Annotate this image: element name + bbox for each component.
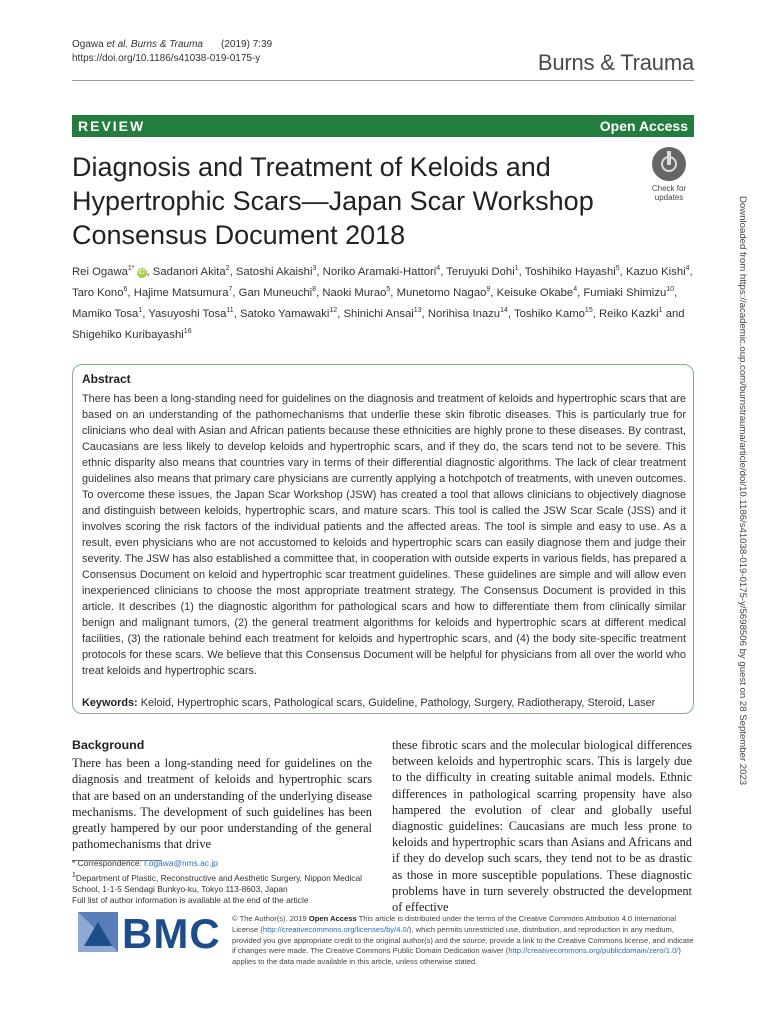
author-name[interactable]: Shinichi Ansai: [343, 308, 414, 320]
bmc-logo-icon: [78, 912, 118, 952]
author-name[interactable]: Rei Ogawa: [72, 266, 128, 278]
keywords: [82, 697, 686, 709]
author-entry: [72, 287, 127, 299]
author-affiliation-sup: 11: [226, 307, 234, 315]
header-author: Ogawa: [72, 39, 104, 50]
header-divider: [72, 80, 694, 81]
author-affiliation-sup: 2: [225, 265, 230, 273]
check-for-updates-badge[interactable]: [644, 147, 694, 203]
author-entry: [72, 308, 142, 320]
author-entry: [240, 308, 337, 320]
author-entry: [397, 287, 491, 299]
author-affiliation-sup: 7: [228, 286, 233, 294]
abstract-text: There has been a long-standing need for guidelines on the diagnosis and treatment of keloids and hypertrophic scars that are based on an understanding of the pathomechanisms that underlie these skin fibrotic diseases. This is particularly true for clinicians who deal with Asian and African patients because these ethnicities are highly prone to these diseases. By contrast, Caucasians are less likely to develop keloids and hypertrophic scars, and if they do, the scars tend not to be severe. This ethnic disparity also means that countries vary in terms of their differential diagnostic algorithms. The lack of clear treatment guidelines also means that primary care physicians are currently applying a hotchpotch of treatments, with uneven outcomes. To overcome these issues, the Japan Scar Workshop (JSW) has created a tool that allows clinicians to objectively diagnose and distinguish between keloids, hypertrophic scars, and mature scars. This tool is called the JSW Scar Scale (JSS) and it involves scoring the risk factors of the individual patients and the affected areas. The tool is simple and easy to use. As a result, even physicians who are not accustomed to keloids and hypertrophic scars can easily diagnose them and judge their severity. The JSW has also established a committee that, in cooperation with outside experts in various fields, has prepared a Consensus Document on keloid and hypertrophic scar treatment guidelines. These guidelines are simple and will allow even inexperienced clinicians to choose the most appropriate treatment strategy. The Consensus Document is provided in this article. It describes (1) the diagnostic algorithm for pathological scars and how to differentiate them from clinically similar benign and malignant tumors, (2) the general treatment algorithms for keloids and hypertrophic scars at different medical facilities, (3) the rationale behind each treatment for keloids and hypertrophic scars, and (4) the body site-specific treatment protocols for these scars. We believe that this Consensus Document will be helpful for physicians from all over the world who treat keloids and hypertrophic scars.: [82, 393, 686, 677]
author-name[interactable]: Toshiko Kamo: [513, 308, 585, 320]
orcid-icon[interactable]: iD: [138, 269, 145, 276]
license-url-cc-by[interactable]: http://creativecommons.org/licenses/by/4.0/: [262, 924, 409, 934]
download-watermark-text: Downloaded from https://academic.oup.com/burnstrauma/article/doi/10.1186/s41038-019-0175-y/5698506 by guest on 28 September 2023: [737, 196, 748, 786]
background-heading: Background: [72, 738, 145, 752]
license-text-3: ) applies to the data made available in this article, unless otherwise stated.: [232, 946, 681, 967]
author-name[interactable]: Munetomo Nagao: [396, 287, 487, 299]
background-text-right: these fibrotic scars and the molecular biological differences between keloids and hypertrophic scars. This is largely due to the difficulty in creating suitable animal models. Ethnic differences in pathological scarring propensity have also hampered the evolution of clear and globally useful diagnostic guidelines: Caucasians are much less prone to keloids and hypertrophic scars than Asians and Africans and if they do develop such scars, they tend not to be as drastic as those in more susceptible populations. These diagnostic problems have in turn severely obstructed the development of effective: [392, 738, 692, 915]
footnote: [72, 858, 372, 907]
author-entry: [446, 266, 518, 278]
article-type-band: [72, 115, 694, 137]
author-name[interactable]: Yasuyoshi Tosa: [148, 308, 227, 320]
license-copyright: © The Author(s). 2019: [232, 914, 307, 923]
author-affiliation-sup: 12: [329, 307, 338, 315]
author-affiliation-sup: 14: [500, 307, 508, 315]
article-title: Diagnosis and Treatment of Keloids and Hypertrophic Scars—Japan Scar Workshop Consensus Document 2018: [72, 152, 594, 250]
citation-header: [72, 38, 272, 66]
author-name[interactable]: Satoshi Akaishi: [235, 266, 313, 278]
author-entry: [322, 287, 390, 299]
license-open-access: Open Access: [308, 914, 357, 923]
author-affiliation-sup: 16: [183, 328, 192, 336]
keywords-label: Keywords:: [82, 697, 138, 709]
author-affiliation-sup: 4: [436, 265, 441, 273]
author-entry: [153, 266, 230, 278]
author-entry: [72, 266, 147, 278]
badge-line2: updates: [654, 193, 684, 202]
author-entry: [428, 308, 508, 320]
correspondence-label: * Correspondence:: [72, 858, 142, 868]
author-entry: [583, 287, 674, 299]
author-affiliation-sup: 3: [312, 265, 317, 273]
author-entry: [525, 266, 620, 278]
author-name[interactable]: Shigehiko Kuribayashi: [72, 329, 184, 341]
author-name[interactable]: Norihisa Inazu: [427, 308, 501, 320]
author-list: Rei Ogawa$^{1*}$iD , Sadanori Akita$^2$, Satoshi Akaishi$^3$, Noriko Aramaki-Hattori$^4$, Teruyuki Dohi$^1$, Toshihiko Hayashi$^5$, Kazuo Kishi$^4$, Taro Kono$^6$, Hajime Matsumura$^7$, Gan Muneuchi$^8$, Naoki Murao$^5$, Munetomo Nagao$^9$, Keisuke Okabe$^4$, Fumiaki Shimizu$^{10}$, Mamiko Tosa$^1$, Yasuyoshi Tosa$^{11}$, Satoko Yamawaki$^{12}$, Shinichi Ansai$^{13}$, Norihisa Inazu$^{14}$, Toshiko Kamo$^{15}$, Reiko Kazki$^1$ and Shigehiko Kuribayashi$^{16}$: [72, 265, 693, 341]
author-name[interactable]: Toshihiko Hayashi: [524, 266, 616, 278]
license-text-1: This article is distributed under the terms of the Creative Commons Attribution 4.0 International License (: [232, 914, 677, 934]
badge-line1: Check for: [651, 184, 687, 193]
open-access-label: Open Access: [599, 118, 688, 134]
body-column-right: [392, 737, 692, 915]
author-name[interactable]: Reiko Kazki: [599, 308, 659, 320]
keywords-list: Keloid, Hypertrophic scars, Pathological scars, Guideline, Pathology, Surgery, Radiotherapy, Steroid, Laser: [140, 697, 656, 709]
author-name[interactable]: Kazuo Kishi: [625, 266, 686, 278]
author-name[interactable]: Sadanori Akita: [152, 266, 226, 278]
bmc-logo-wordmark: BMC: [122, 910, 221, 957]
author-affiliation-sup: 8: [312, 286, 317, 294]
author-info-note: Full list of author information is available at the end of the article: [72, 895, 309, 906]
header-volume: (2019) 7:39: [221, 39, 273, 50]
author-affiliation-sup: 4: [573, 286, 578, 294]
license-url-cc0[interactable]: http://creativecommons.org/publicdomain/zero/1.0/: [508, 946, 679, 956]
check-updates-icon: [652, 147, 686, 181]
abstract-heading: Abstract: [82, 372, 131, 386]
author-entry: [626, 266, 690, 278]
author-name[interactable]: Keisuke Okabe: [496, 287, 574, 299]
author-affiliation-sup: 9: [486, 286, 491, 294]
author-affiliation-sup: 5: [386, 286, 391, 294]
author-entry: [343, 308, 421, 320]
author-affiliation-sup: 13: [413, 307, 422, 315]
author-affiliation-sup: 4: [685, 265, 690, 273]
body-column-left: [72, 737, 372, 852]
author-affiliation-sup: 15: [584, 307, 593, 315]
author-entry: [323, 266, 441, 278]
author-name[interactable]: Fumiaki Shimizu: [583, 287, 667, 299]
author-entry: [239, 287, 316, 299]
author-affiliation-sup: 6: [123, 286, 128, 294]
author-name[interactable]: Hajime Matsumura: [133, 287, 229, 299]
affiliation-number: 1: [72, 871, 76, 879]
author-entry: [514, 308, 593, 320]
article-type: REVIEW: [78, 118, 146, 134]
author-affiliation-sup: 1: [658, 307, 663, 315]
author-name[interactable]: Taro Kono: [72, 287, 124, 299]
bmc-logo[interactable]: [78, 910, 221, 958]
author-affiliation-sup: 5: [615, 265, 620, 273]
correspondence-email-link[interactable]: r.ogawa@nms.ac.jp: [144, 858, 218, 868]
author-name[interactable]: Teruyuki Dohi: [446, 266, 515, 278]
author-name[interactable]: Noriko Aramaki-Hattori: [322, 266, 437, 278]
background-text-left: There has been a long-standing need for guidelines on the diagnosis and treatment of keloids and hypertrophic scars that are based on an understanding of the underlying disease mechanisms. The development of such guidelines has been greatly hampered by our poor understanding of the general pathomechanisms that drive: [72, 756, 372, 852]
license-statement: [232, 914, 697, 968]
author-name[interactable]: Mamiko Tosa: [72, 308, 139, 320]
author-affiliation-sup: 1: [514, 265, 519, 273]
author-name[interactable]: Naoki Murao: [322, 287, 387, 299]
author-entry: [497, 287, 578, 299]
author-affiliation-sup: 1: [138, 307, 143, 315]
author-entry: [148, 308, 233, 320]
author-entry: [72, 329, 192, 341]
download-watermark: [738, 196, 748, 1036]
journal-title: Burns & Trauma: [537, 50, 694, 75]
author-name[interactable]: Satoko Yamawaki: [239, 308, 330, 320]
author-name[interactable]: Gan Muneuchi: [238, 287, 313, 299]
author-entry: [236, 266, 317, 278]
author-entry: [599, 308, 663, 320]
header-journal-ref: et al. Burns & Trauma: [106, 39, 203, 50]
author-affiliation-sup: 1*: [127, 265, 135, 273]
header-doi[interactable]: https://doi.org/10.1186/s41038-019-0175-y: [72, 53, 261, 64]
author-affiliation-sup: 10: [666, 286, 675, 294]
license-text-2: ), which permits unrestricted use, distribution, and reproduction in any medium, provided you give appropriate credit to the original author(s) and the source, provide a link to the Creative Commons license, and indicate if changes were made. The Creative Commons Public Domain Dedication waiver (: [232, 924, 694, 956]
affiliation-text: Department of Plastic, Reconstructive and Aesthetic Surgery, Nippon Medical School, 1-1-5 Sendagi Bunkyo-ku, Tokyo 113-8603, Japan: [72, 872, 363, 894]
author-entry: [134, 287, 233, 299]
